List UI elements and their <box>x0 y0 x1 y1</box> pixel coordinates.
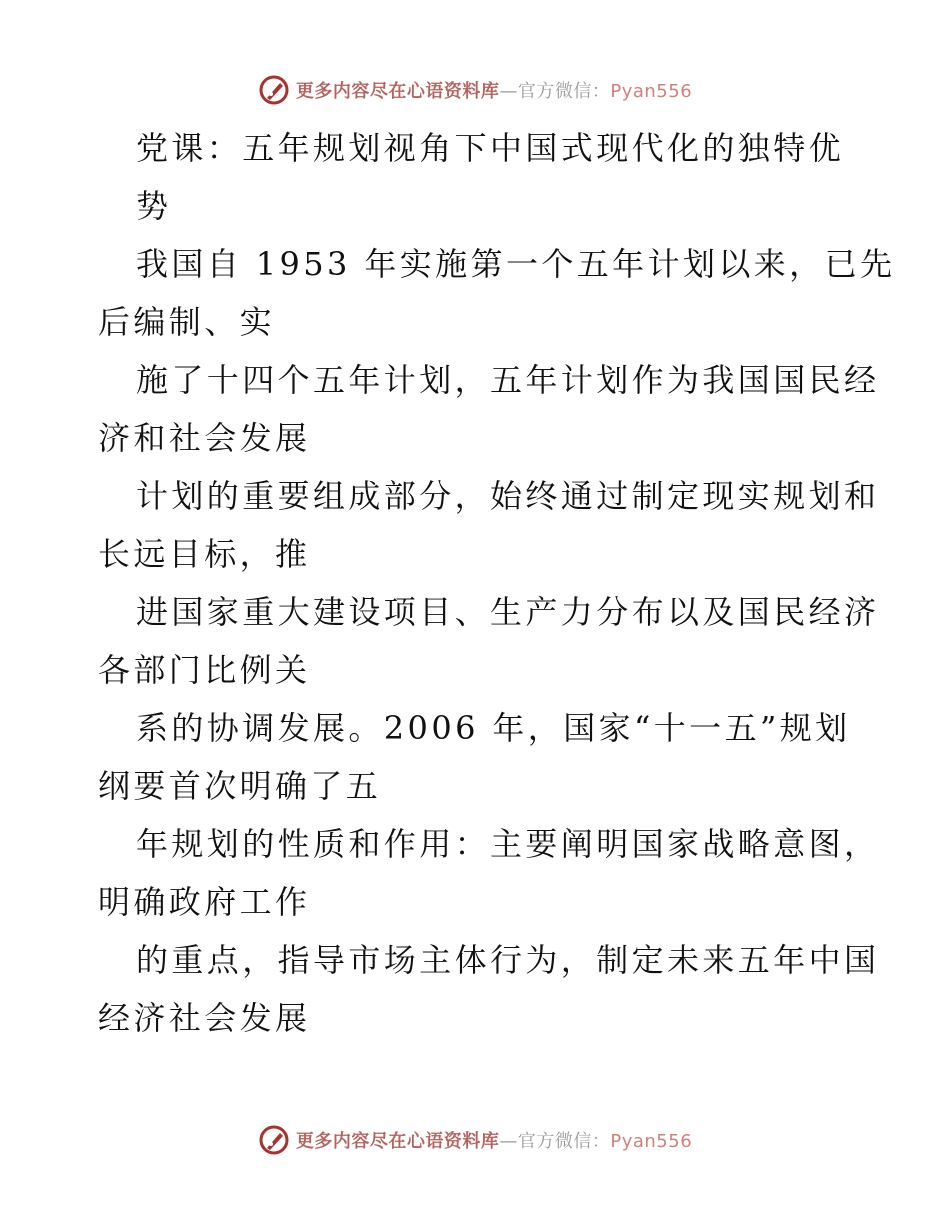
paragraph-line: 济和社会发展 <box>98 419 311 457</box>
document-title-line: 党课：五年规划视角下中国式现代化的独特优 <box>136 129 845 167</box>
paragraph-line: 各部门比例关 <box>98 651 311 689</box>
banner-wechat-id: Pyan556 <box>610 81 693 102</box>
pen-nib-logo-icon <box>258 74 290 106</box>
paragraph-line: 明确政府工作 <box>98 883 311 921</box>
paragraph-line: 长远目标，推 <box>98 535 311 573</box>
banner-text <box>296 1127 692 1153</box>
paragraph-line: 年规划的性质和作用：主要阐明国家战略意图， <box>136 825 880 863</box>
document-title-line: 势 <box>136 187 172 225</box>
banner-wechat-id: Pyan556 <box>610 1131 693 1152</box>
paragraph-line: 的重点，指导市场主体行为，制定未来五年中国 <box>136 941 880 979</box>
paragraph-line: 系的协调发展。2006 年，国家“十一五”规划 <box>136 709 851 747</box>
banner-wechat-label: —官方微信： <box>499 81 611 102</box>
paragraph-line: 进国家重大建设项目、生产力分布以及国民经济 <box>136 593 880 631</box>
banner-wechat-label: —官方微信： <box>499 1131 611 1152</box>
paragraph-line: 纲要首次明确了五 <box>98 767 382 805</box>
paragraph-line: 施了十四个五年计划，五年计划作为我国国民经 <box>136 361 880 399</box>
paragraph-line: 计划的重要组成部分，始终通过制定现实规划和 <box>136 477 880 515</box>
banner-brand: 更多内容尽在心语资料库 <box>295 1131 500 1152</box>
pen-nib-logo-icon <box>258 1124 290 1156</box>
paragraph-line: 后编制、实 <box>98 303 276 341</box>
banner-brand: 更多内容尽在心语资料库 <box>295 81 500 102</box>
paragraph-line: 经济社会发展 <box>98 999 311 1037</box>
paragraph-line: 我国自 1953 年实施第一个五年计划以来，已先 <box>136 245 896 283</box>
banner-text <box>296 77 692 103</box>
header-banner <box>0 72 950 108</box>
footer-banner <box>0 1122 950 1158</box>
